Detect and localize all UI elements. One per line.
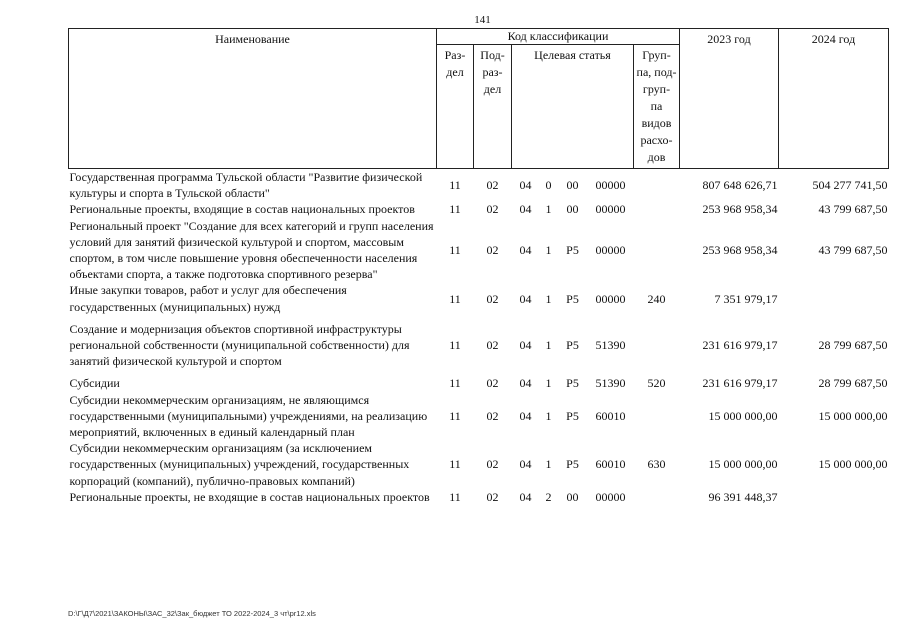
row-2024: 15 000 000,00: [818, 408, 888, 423]
row-2024: 43 799 687,50: [818, 242, 888, 257]
row-cs1: 04: [519, 178, 532, 193]
row-cs3: P5: [566, 457, 579, 472]
row-name: Региональные проекты, не входящие в состав национальных проектов: [69, 489, 430, 504]
row-podrazdel: 02: [486, 291, 499, 306]
row-2023: 253 968 958,34: [702, 202, 778, 217]
row-cs1: 04: [519, 489, 532, 504]
row-2024: 15 000 000,00: [818, 457, 888, 472]
header-section: Раз- дел: [437, 45, 474, 169]
footer-file-path: D:\Г\Д7\2021\ЗАКОНЫ\ЗАС_32\Зак_бюджет ТО 2022-2024_3 чт\pr12.xls: [68, 609, 316, 618]
row-group: [634, 218, 680, 283]
header-subsection: Под- раз- дел: [474, 45, 512, 169]
row-2023: 231 616 979,17: [702, 376, 778, 391]
row-razdel: 11: [449, 489, 461, 504]
row-2023: 231 616 979,17: [702, 338, 778, 353]
row-podrazdel: 02: [486, 376, 499, 391]
table-row: [69, 218, 889, 283]
row-podrazdel: 02: [486, 202, 499, 217]
row-cs4: 00000: [595, 489, 626, 504]
header-expense-group: Груп- па, под- груп- па видов расхо- дов: [634, 45, 680, 169]
row-2023: 807 648 626,71: [702, 178, 778, 193]
row-razdel: 11: [449, 178, 461, 193]
page-number: 141: [474, 14, 491, 26]
row-cs3: P5: [566, 291, 579, 306]
row-2023: 7 351 979,17: [714, 291, 778, 306]
row-cs1: 04: [519, 376, 532, 391]
row-cs4: 00000: [595, 178, 626, 193]
header-year-2023: 2023 год: [680, 29, 779, 169]
table-row: [69, 169, 889, 202]
row-group: 520: [647, 376, 666, 391]
row-2023: 96 391 448,37: [708, 489, 778, 504]
row-2024: 43 799 687,50: [818, 202, 888, 217]
row-cs1: 04: [519, 408, 532, 423]
row-2024: 28 799 687,50: [818, 376, 888, 391]
row-2023: 15 000 000,00: [708, 457, 778, 472]
row-name: Государственная программа Тульской области "Развитие физической культуры и спорта в Тульской области": [69, 170, 423, 201]
row-name: Иные закупки товаров, работ и услуг для обеспечения государственных (муниципальных) нужд: [69, 283, 347, 314]
budget-table: [68, 28, 889, 505]
row-cs4: 51390: [595, 376, 626, 391]
row-group: [634, 201, 680, 217]
row-cs4: 60010: [595, 408, 626, 423]
table-row: [69, 201, 889, 217]
row-razdel: 11: [449, 242, 461, 257]
row-razdel: 11: [449, 291, 461, 306]
row-cs1: 04: [519, 291, 532, 306]
row-name: Субсидии: [69, 376, 120, 391]
row-group: [634, 321, 680, 370]
row-cs3: 00: [566, 202, 579, 217]
row-cs3: P5: [566, 376, 579, 391]
row-podrazdel: 02: [486, 242, 499, 257]
row-podrazdel: 02: [486, 178, 499, 193]
row-group: [634, 489, 680, 505]
table-row: [69, 489, 889, 505]
row-2024: [779, 489, 889, 505]
row-cs4: 00000: [595, 202, 626, 217]
row-cs2: 1: [545, 242, 552, 257]
row-cs2: 0: [545, 178, 552, 193]
row-cs2: 1: [545, 338, 552, 353]
row-name: Региональный проект "Создание для всех категорий и групп населения условий для занятий физической культурой и спортом, массовым спортом, в том числе повышение уровня обеспеченности населения объектами спорта, а также подготовка спортивного резерва": [69, 218, 434, 282]
row-cs4: 00000: [595, 242, 626, 257]
row-2023: 15 000 000,00: [708, 408, 778, 423]
row-podrazdel: 02: [486, 457, 499, 472]
row-razdel: 11: [449, 408, 461, 423]
row-razdel: 11: [449, 202, 461, 217]
row-razdel: 11: [449, 338, 461, 353]
row-cs4: 00000: [595, 291, 626, 306]
row-cs1: 04: [519, 242, 532, 257]
header-year-2024: 2024 год: [779, 29, 889, 169]
row-2024: 28 799 687,50: [818, 338, 888, 353]
row-2024: 504 277 741,50: [812, 178, 888, 193]
row-cs3: P5: [566, 338, 579, 353]
header-target-article: Целевая статья: [512, 45, 634, 169]
table-row: [69, 321, 889, 370]
table-row: [69, 282, 889, 314]
row-group: 630: [647, 457, 666, 472]
row-cs4: 51390: [595, 338, 626, 353]
row-podrazdel: 02: [486, 338, 499, 353]
row-cs3: P5: [566, 242, 579, 257]
row-cs2: 1: [545, 291, 552, 306]
row-name: Региональные проекты, входящие в состав национальных проектов: [69, 202, 415, 217]
table-row: [69, 440, 889, 489]
row-podrazdel: 02: [486, 489, 499, 504]
row-name: Субсидии некоммерческим организациям, не являющимся государственными (муниципальными) учреждениями, на реализацию мероприятий, включенных в единый календарный план: [69, 392, 428, 440]
row-podrazdel: 02: [486, 408, 499, 423]
row-cs2: 2: [545, 489, 552, 504]
row-cs2: 1: [545, 457, 552, 472]
row-cs3: P5: [566, 408, 579, 423]
table-row: [69, 392, 889, 441]
row-2023: 253 968 958,34: [702, 242, 778, 257]
row-2024: [779, 282, 889, 314]
row-cs1: 04: [519, 457, 532, 472]
row-group: [634, 392, 680, 441]
row-group: [634, 169, 680, 202]
row-group: 240: [647, 291, 666, 306]
row-cs4: 60010: [595, 457, 626, 472]
header-name: Наименование: [69, 29, 437, 169]
row-name: Создание и модернизация объектов спортивной инфраструктуры региональной собственности (муниципальной собственности) для занятий физической культурой и спортом: [69, 321, 410, 369]
row-razdel: 11: [449, 376, 461, 391]
row-cs2: 1: [545, 376, 552, 391]
row-name: Субсидии некоммерческим организациям (за исключением государственных (муниципальных) учреждений, государственных корпораций (компаний), публично-правовых компаний): [69, 441, 410, 488]
table-row: [69, 375, 889, 391]
row-cs1: 04: [519, 338, 532, 353]
row-cs3: 00: [566, 489, 579, 504]
row-cs3: 00: [566, 178, 579, 193]
row-cs2: 1: [545, 202, 552, 217]
row-razdel: 11: [449, 457, 461, 472]
row-cs2: 1: [545, 408, 552, 423]
header-classification: Код классификации: [437, 29, 680, 45]
row-cs1: 04: [519, 202, 532, 217]
